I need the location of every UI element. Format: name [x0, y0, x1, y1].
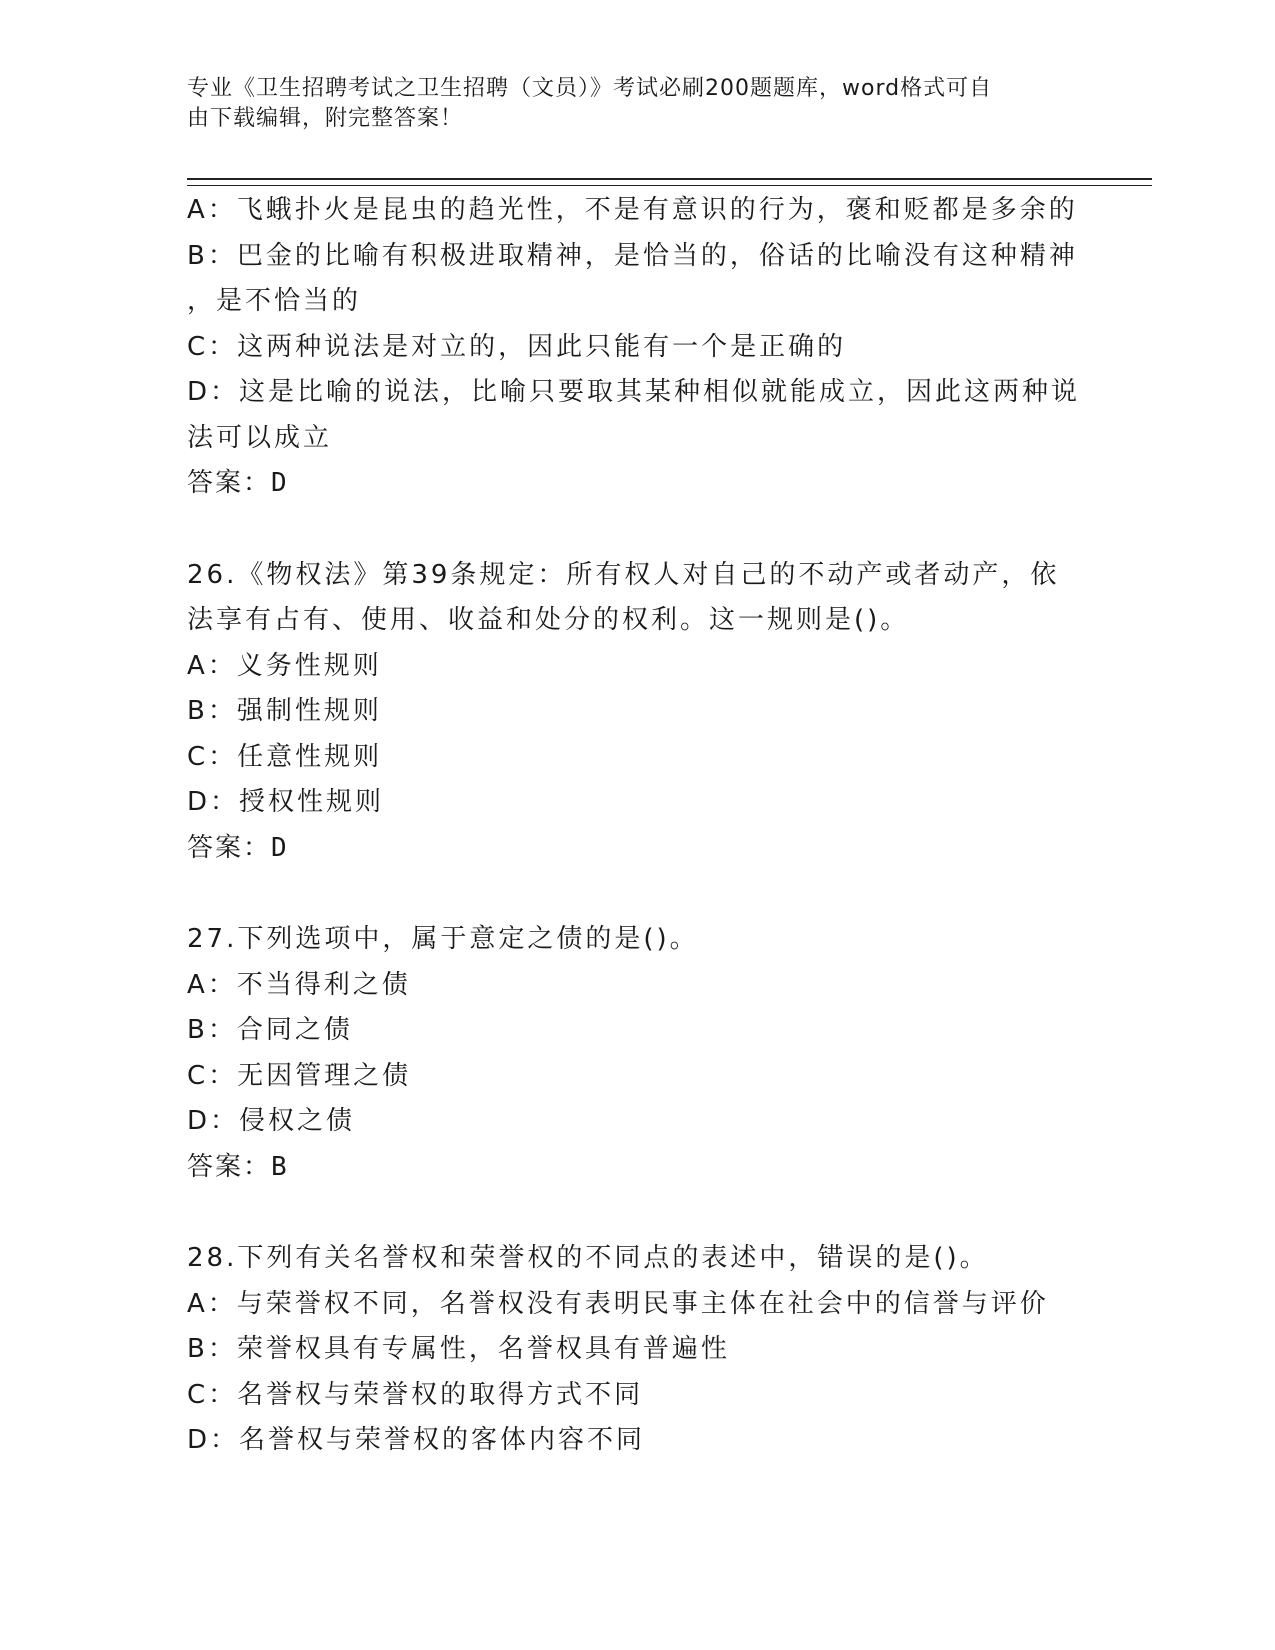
question-block-26	[187, 553, 1077, 872]
spacer	[187, 507, 1077, 553]
question-block-27	[187, 917, 1077, 1190]
option-line: B：巴金的比喻有积极进取精神，是恰当的，俗话的比喻没有这种精神	[187, 240, 1078, 271]
option-line: ，是不恰当的	[187, 286, 362, 316]
option-line: C：任意性规则	[187, 741, 383, 772]
option-line: B：荣誉权具有专属性，名誉权具有普遍性	[187, 1334, 730, 1364]
answer-line: 答案：D	[187, 468, 289, 498]
header-divider-thin	[187, 185, 1152, 186]
option-line: B：强制性规则	[187, 696, 382, 726]
option-line: C：无因管理之债	[187, 1060, 412, 1091]
header-line: 由下载编辑，附完整答案！	[187, 106, 464, 131]
option-line: C：名誉权与荣誉权的取得方式不同	[187, 1379, 644, 1410]
option-line: 法可以成立	[187, 422, 333, 453]
document-header	[187, 74, 1067, 134]
option-line: D：这是比喻的说法，比喻只要取其某种相似就能成立，因此这两种说	[187, 377, 1081, 407]
option-line: B：合同之债	[187, 1015, 353, 1045]
header-line: 专业《卫生招聘考试之卫生招聘（文员）》考试必刷200题题库，word格式可自	[187, 76, 993, 101]
answer-line: 答案：B	[187, 1151, 289, 1182]
option-line: D：授权性规则	[187, 787, 385, 817]
question-body	[187, 188, 1081, 1464]
option-line: D：侵权之债	[187, 1106, 356, 1136]
question-stem: 27.下列选项中，属于意定之债的是()。	[187, 924, 699, 954]
header-divider	[187, 178, 1152, 180]
question-stem: 法享有占有、使用、收益和处分的权利。这一规则是()。	[187, 605, 910, 635]
option-line: A：义务性规则	[187, 650, 382, 681]
question-block-25	[187, 188, 1081, 507]
option-line: A：不当得利之债	[187, 969, 411, 1000]
option-line: D：名誉权与荣誉权的客体内容不同	[187, 1425, 646, 1455]
answer-line: 答案：D	[187, 832, 289, 863]
question-block-28	[187, 1236, 1077, 1464]
spacer	[187, 1190, 1077, 1236]
option-line: A：飞蛾扑火是昆虫的趋光性，不是有意识的行为，褒和贬都是多余的	[187, 195, 1078, 225]
question-stem: 26.《物权法》第39条规定：所有权人对自己的不动产或者动产，依	[187, 559, 1060, 590]
option-line: C：这两种说法是对立的，因此只能有一个是正确的	[187, 331, 847, 362]
spacer	[187, 871, 1077, 917]
option-line: A：与荣誉权不同，名誉权没有表明民事主体在社会中的信誉与评价	[187, 1288, 1049, 1319]
question-stem: 28.下列有关名誉权和荣誉权的不同点的表述中，错误的是()。	[187, 1243, 989, 1273]
